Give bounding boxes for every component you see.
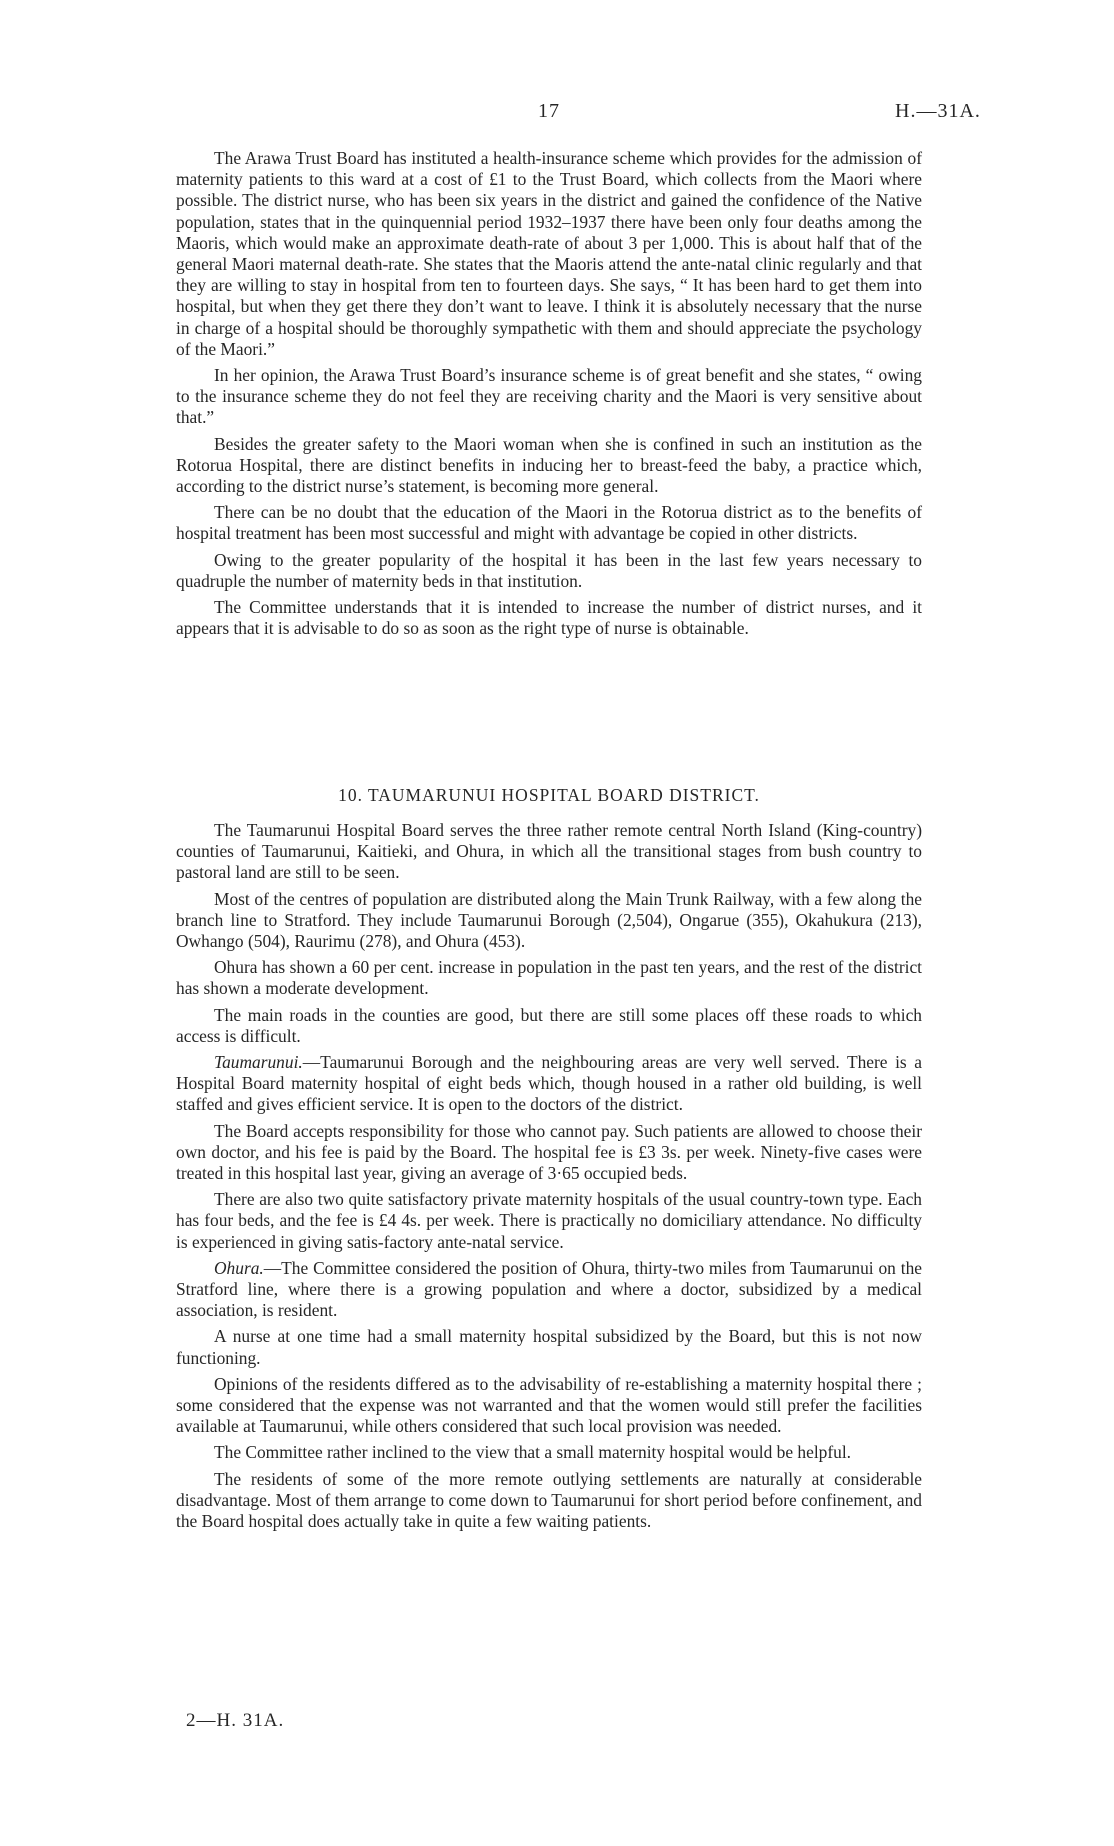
paragraph: Opinions of the residents differed as to the advisability of re-establishing a maternity hospital there ; some considered that the expense was not warranted and that the women would still prefer the facilities available at Taumarunui, while others considered that such local provision was needed. [176, 1373, 922, 1437]
paragraph: The Arawa Trust Board has instituted a health-insurance scheme which provides for the admission of maternity patients to this ward at a cost of £1 to the Trust Board, which collects from the Maori where possible. The district nurse, who has been six years in the district and gained the confidence of the Native population, states that in the quinquennial period 1932–1937 there have been only four deaths among the Maoris, which would make an approximate death-rate of about 3 per 1,000. This is about half that of the general Maori maternal death-rate. She states that the Maoris attend the ante-natal clinic regularly and that they are willing to stay in hospital from ten to fourteen days. She says, “ It has been hard to get them into hospital, but when they get there they don’t want to leave. I think it is absolutely necessary that the nurse in charge of a hospital should be thoroughly sympathetic with them and should appreciate the psychology of the Maori.” [176, 148, 922, 359]
run-in-heading: Taumarunui. [214, 1052, 303, 1073]
document-reference: H.—31A. [895, 100, 981, 122]
signature-mark: 2—H. 31A. [186, 1710, 285, 1731]
run-in-heading: Ohura. [214, 1257, 264, 1278]
paragraph: The Board accepts responsibility for those who cannot pay. Such patients are allowed to choose their own doctor, and his fee is paid by the Board. The hospital fee is £3 3s. per week. Ninety-five cases were treated in this hospital last year, giving an average of 3·65 occupied beds. [176, 1120, 922, 1184]
paragraph: The Committee rather inclined to the view that a small maternity hospital would be helpful. [214, 1442, 852, 1463]
paragraph: The main roads in the counties are good, but there are still some places off these roads to which access is difficult. [176, 1004, 922, 1046]
paragraph: The Committee understands that it is intended to increase the number of district nurses, and it appears that it is advisable to do so as soon as the right type of nurse is obtainable. [176, 597, 922, 639]
paragraph-text: —Taumarunui Borough and the neighbouring areas are very well served. There is a Hospital Board maternity hospital of eight beds which, though housed in a rather old building, is well staffed and gives efficient service. It is open to the doctors of the district. [176, 1052, 922, 1115]
paragraph [176, 1258, 922, 1322]
paragraph: There are also two quite satisfactory private maternity hospitals of the usual country-town type. Each has four beds, and the fee is £4 4s. per week. There is practically no domiciliary attendance. No difficulty is experienced in giving satis-factory ante-natal service. [176, 1189, 922, 1252]
paragraph [176, 1052, 922, 1116]
paragraph: Ohura has shown a 60 per cent. increase in population in the past ten years, and the rest of the district has shown a moderate development. [176, 957, 922, 999]
paragraph: The residents of some of the more remote outlying settlements are naturally at considerable disadvantage. Most of them arrange to come down to Taumarunui for short period before confinement, and the Board hospital does actually take in quite a few waiting patients. [176, 1468, 922, 1532]
paragraph: A nurse at one time had a small maternity hospital subsidized by the Board, but this is not now functioning. [176, 1326, 922, 1368]
section-heading: 10. TAUMARUNUI HOSPITAL BOARD DISTRICT. [338, 785, 760, 805]
page-number: 17 [538, 100, 560, 122]
paragraph: In her opinion, the Arawa Trust Board’s insurance scheme is of great benefit and she states, “ owing to the insurance scheme they do not feel they are receiving charity and the Maori is very sensitive about that.” [176, 365, 922, 428]
paragraph: Most of the centres of population are distributed along the Main Trunk Railway, with a few along the branch line to Stratford. They include Taumarunui Borough (2,504), Ongarue (355), Okahukura (213), Owhango (504), Raurimu (278), and Ohura (453). [176, 888, 922, 952]
paragraph: There can be no doubt that the education of the Maori in the Rotorua district as to the benefits of hospital treatment has been most successful and might with advantage be copied in other districts. [176, 502, 922, 544]
paragraph-text: —The Committee considered the position of Ohura, thirty-two miles from Taumarunui on the Stratford line, where there is a growing population and where a doctor, subsidized by a medical association, is resident. [176, 1257, 922, 1321]
taumarunui-section-text [176, 820, 922, 1537]
rotorua-continuation-text [176, 148, 922, 644]
paragraph: Besides the greater safety to the Maori woman when she is confined in such an institution as the Rotorua Hospital, there are distinct benefits in inducing her to breast-feed the baby, a practice which, according to the district nurse’s statement, is becoming more general. [176, 433, 922, 497]
paragraph: Owing to the greater popularity of the hospital it has been in the last few years necessary to quadruple the number of maternity beds in that institution. [176, 549, 922, 591]
paragraph: The Taumarunui Hospital Board serves the three rather remote central North Island (King-country) counties of Taumarunui, Kaitieki, and Ohura, in which all the transitional stages from bush country to pastoral land are still to be seen. [176, 820, 922, 883]
